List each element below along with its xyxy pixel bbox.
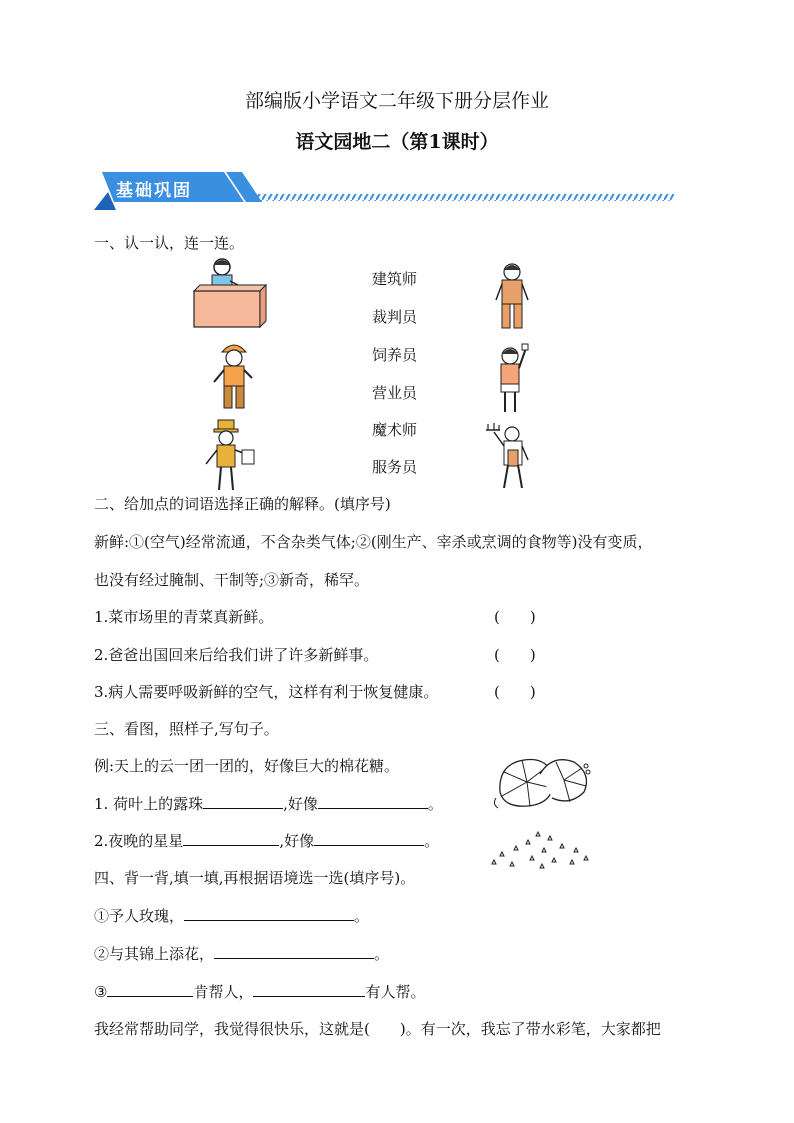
- word-architect: 建筑师: [372, 270, 418, 288]
- q4-heading: 四、背一背,填一填,再根据语境选一选(填序号)。: [94, 869, 416, 887]
- q4-item1-end: 。: [354, 907, 370, 925]
- word-keeper: 饲养员: [372, 346, 418, 364]
- q2-item-2: 2.爸爸出国回来后给我们讲了许多新鲜事。: [94, 646, 379, 664]
- q3-item1-blank-b[interactable]: [318, 793, 428, 809]
- referee-illustration: [492, 342, 532, 416]
- zookeeper-illustration: [490, 260, 534, 334]
- q4-item2-blank[interactable]: [214, 943, 374, 959]
- lotus-leaf-illustration: [494, 752, 594, 812]
- section-banner: [94, 170, 684, 212]
- q2-item-1: 1.菜市场里的青菜真新鲜。: [94, 608, 274, 626]
- magician-illustration: [200, 418, 260, 494]
- q4-item3-end: 有人帮。: [365, 983, 426, 1001]
- q4-item-3: [94, 981, 425, 1002]
- q4-item2-text: ②与其锦上添花，: [94, 945, 215, 963]
- q3-item-2: [94, 830, 439, 851]
- q2-item-3: 3.病人需要呼吸新鲜的空气，这样有利于恢复健康。: [94, 683, 439, 701]
- q1-heading: 一、认一认，连一连。: [94, 234, 245, 252]
- q3-item2-prefix: 2.夜晚的星星: [94, 832, 184, 850]
- waiter-illustration: [484, 420, 534, 492]
- q4-item3-mid: 肯帮人，: [193, 983, 254, 1001]
- q3-item1-end: 。: [427, 795, 443, 813]
- q3-item1-mid: ,好像: [283, 795, 318, 813]
- q4-item-2: [94, 943, 389, 964]
- q4-item1-text: ①予人玫瑰，: [94, 907, 185, 925]
- q3-item1-prefix: 1. 荷叶上的露珠: [94, 795, 204, 813]
- q2-definition-line2: 也没有经过腌制、干制等;③新奇，稀罕。: [94, 571, 370, 589]
- builder-illustration: [208, 338, 260, 414]
- q2-answer-1[interactable]: ( ): [494, 608, 536, 626]
- q4-item-1: [94, 905, 369, 926]
- word-referee: 裁判员: [372, 308, 418, 326]
- series-title: 部编版小学语文二年级下册分层作业: [244, 90, 549, 112]
- q2-answer-2[interactable]: ( ): [494, 646, 536, 664]
- shop-clerk-illustration: [190, 255, 270, 329]
- q2-definition-line1: 新鲜:①(空气)经常流通，不含杂类气体;②(刚生产、宰杀或烹调的食物等)没有变质，: [94, 533, 653, 551]
- lesson-title: 语文园地二（第1课时）: [295, 131, 499, 153]
- q4-item3-blank-a[interactable]: [107, 981, 193, 997]
- q3-heading: 三、看图，照样子,写句子。: [94, 720, 279, 738]
- q4-item3-prefix: ③: [94, 983, 108, 1001]
- word-salesclerk: 营业员: [372, 384, 418, 402]
- q3-example: 例:天上的云一团一团的，好像巨大的棉花糖。: [94, 757, 400, 775]
- q4-passage: 我经常帮助同学，我觉得很快乐，这就是( )。有一次，我忘了带水彩笔，大家都把: [94, 1020, 661, 1038]
- q3-item2-mid: ,好像: [279, 832, 315, 850]
- q4-item1-blank[interactable]: [184, 905, 354, 921]
- q3-item-1: [94, 793, 443, 814]
- q3-item2-blank-b[interactable]: [314, 830, 424, 846]
- banner-label: 基础巩固: [116, 181, 192, 201]
- q4-item2-end: 。: [374, 945, 390, 963]
- q2-heading: 二、给加点的词语选择正确的解释。(填序号): [94, 495, 391, 513]
- q3-item1-blank-a[interactable]: [203, 793, 283, 809]
- night-stars-illustration: [488, 826, 594, 872]
- q4-item3-blank-b[interactable]: [253, 981, 365, 997]
- q3-item2-end: 。: [424, 832, 440, 850]
- q3-item2-blank-a[interactable]: [183, 830, 279, 846]
- word-waiter: 服务员: [372, 458, 418, 476]
- word-magician: 魔术师: [372, 421, 418, 439]
- q2-answer-3[interactable]: ( ): [494, 683, 536, 701]
